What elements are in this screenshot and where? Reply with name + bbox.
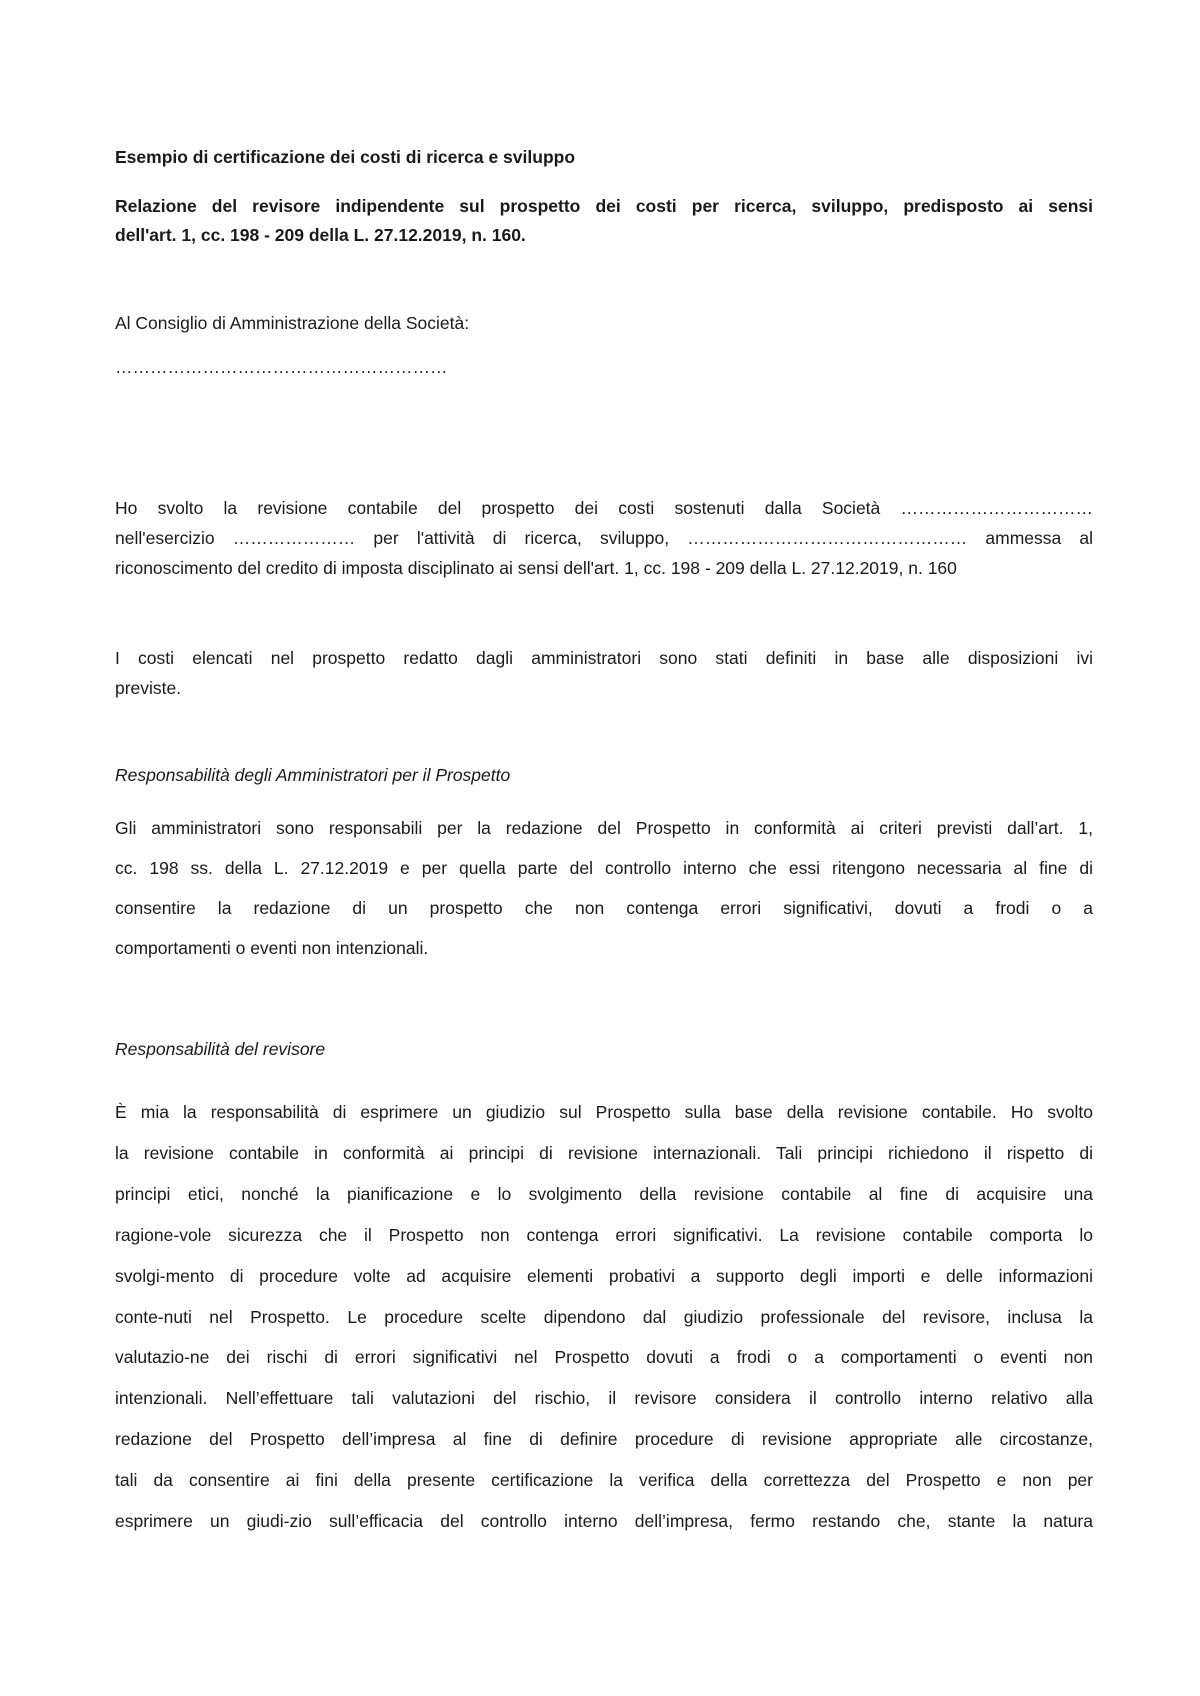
auditor-paragraph [115, 1092, 1093, 1542]
report-subtitle [115, 192, 1093, 250]
report-subtitle-line: dell'art. 1, cc. 198 - 209 della L. 27.12.2019, n. 160. [115, 225, 526, 245]
document-title: Esempio di certificazione dei costi di ricerca e sviluppo [115, 147, 576, 167]
costs-line: previste. [115, 678, 182, 698]
auditor-line: la revisione contabile in conformità ai principi di revisione internazionali. Tali principi richiedono il rispetto di [115, 1142, 1093, 1163]
directors-line: comportamenti o eventi non intenzionali. [115, 938, 429, 958]
addressee-placeholder: ………………………………………………… [115, 357, 448, 377]
auditor-line: redazione del Prospetto dell’impresa al fine di definire procedure di revisione appropriate alle circostanze, [115, 1429, 1093, 1450]
auditor-line: tali da consentire ai fini della presente certificazione la verifica della correttezza del Prospetto e non per [115, 1470, 1093, 1491]
auditor-line: conte-nuti nel Prospetto. Le procedure scelte dipendono dal giudizio professionale del revisore, inclusa la [115, 1306, 1093, 1327]
auditor-line: È mia la responsabilità di esprimere un giudizio sul Prospetto sulla base della revisione contabile. Ho svolto [115, 1102, 1093, 1122]
document-page [115, 0, 1093, 1696]
addressee: Al Consiglio di Amministrazione della Società: [115, 313, 470, 333]
costs-line: I costi elencati nel prospetto redatto dagli amministratori sono stati definiti in base alle disposizioni ivi [115, 648, 1093, 668]
auditor-heading: Responsabilità del revisore [115, 1039, 326, 1059]
intro-paragraph [115, 493, 1093, 583]
intro-line: Ho svolto la revisione contabile del prospetto dei costi sostenuti dalla Società …………………………… [115, 498, 1093, 518]
directors-paragraph [115, 808, 1093, 968]
directors-line: Gli amministratori sono responsabili per la redazione del Prospetto in conformità ai criteri previsti dall’art. 1, [115, 818, 1093, 838]
auditor-line: valutazio-ne dei rischi di errori significativi nel Prospetto dovuti a frodi o a comportamenti o eventi non [115, 1347, 1093, 1368]
auditor-line: principi etici, nonché la pianificazione e lo svolgimento della revisione contabile al fine di acquisire una [115, 1183, 1093, 1204]
report-subtitle-line: Relazione del revisore indipendente sul prospetto dei costi per ricerca, sviluppo, predisposto ai sensi [115, 196, 1093, 216]
auditor-line: intenzionali. Nell’effettuare tali valutazioni del rischio, il revisore considera il controllo interno relativo alla [115, 1388, 1093, 1409]
auditor-line: ragione-vole sicurezza che il Prospetto non contenga errori significativi. La revisione contabile comporta lo [115, 1224, 1093, 1245]
auditor-line: svolgi-mento di procedure volte ad acquisire elementi probativi a supporto degli importi e delle informazioni [115, 1265, 1093, 1286]
directors-line: cc. 198 ss. della L. 27.12.2019 e per quella parte del controllo interno che essi ritengono necessaria al fine di [115, 858, 1093, 878]
directors-line: consentire la redazione di un prospetto che non contenga errori significativi, dovuti a frodi o a [115, 898, 1093, 918]
costs-paragraph [115, 643, 1093, 703]
intro-line: riconoscimento del credito di imposta disciplinato ai sensi dell'art. 1, cc. 198 - 209 della L. 27.12.2019, n. 160 [115, 558, 957, 578]
auditor-line: esprimere un giudi-zio sull’efficacia del controllo interno dell’impresa, fermo restando che, stante la natura [115, 1511, 1093, 1532]
directors-heading: Responsabilità degli Amministratori per il Prospetto [115, 765, 511, 785]
intro-line: nell'esercizio ………………… per l'attività di ricerca, sviluppo, ………………………………………… ammessa al [115, 528, 1093, 548]
